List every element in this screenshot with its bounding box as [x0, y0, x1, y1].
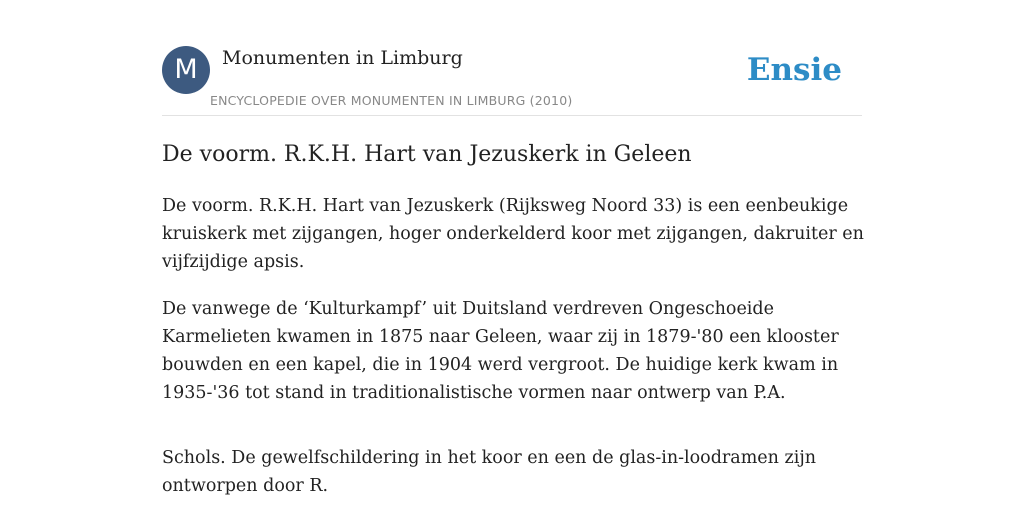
- brand-logo-link[interactable]: Ensie: [746, 52, 842, 88]
- avatar[interactable]: M: [162, 46, 210, 94]
- header-divider: [162, 115, 862, 116]
- article-paragraph-2: De vanwege de ‘Kulturkampf’ uit Duitsland verdreven Ongeschoeide Karmelieten kwamen in 1875 naar Geleen, waar zij in 1879-'80 een klooster bouwden en een kapel, die in 1904 werd vergroot. De huidige kerk kwam in 1935-'36 tot stand in traditionalistische vormen naar ontwerp van P.A.: [162, 299, 839, 403]
- article-paragraph-3: Schols. De gewelfschildering in het koor en een de glas-in-loodramen zijn ontworpen door R.: [162, 448, 817, 496]
- source-header: [162, 46, 862, 116]
- source-title[interactable]: Monumenten in Limburg: [222, 47, 463, 69]
- article-paragraph-1: De voorm. R.K.H. Hart van Jezuskerk (Rijksweg Noord 33) is een eenbeukige kruiskerk met zijgangen, hoger onderkelderd koor met zijgangen, dakruiter en vijfzijdige apsis.: [162, 196, 864, 272]
- article-title: De voorm. R.K.H. Hart van Jezuskerk in Geleen: [162, 142, 692, 167]
- source-subtitle: ENCYCLOPEDIE OVER MONUMENTEN IN LIMBURG (2010): [210, 93, 573, 108]
- article-body: [162, 192, 874, 519]
